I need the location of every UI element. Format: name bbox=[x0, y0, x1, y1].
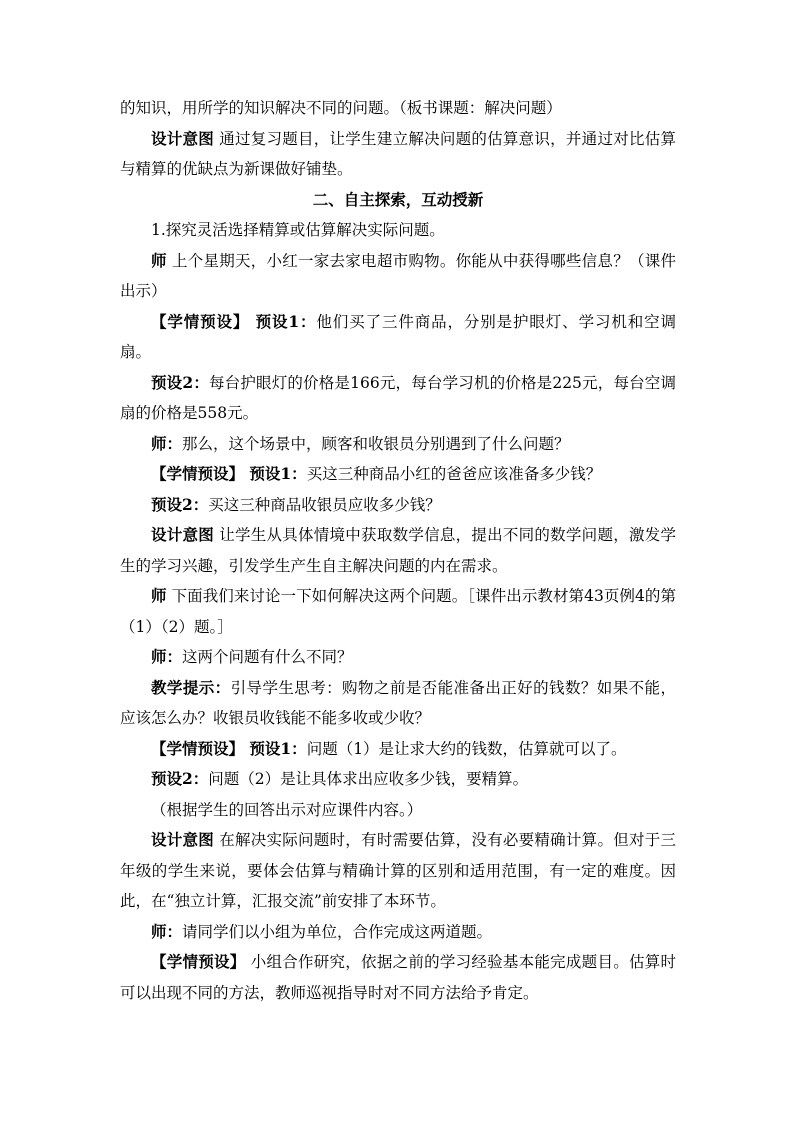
teacher-label: 师： bbox=[151, 433, 183, 453]
paragraph-preset-2b bbox=[120, 490, 676, 521]
paragraph-note bbox=[120, 795, 676, 826]
document-body bbox=[120, 93, 676, 1008]
paragraph-text: 每台护眼灯的价格是166元，每台学习机的价格是225元，每台空调扇的价格是558元。 bbox=[120, 373, 676, 422]
paragraph-teacher-5 bbox=[120, 917, 676, 948]
paragraph-preset-4 bbox=[120, 947, 676, 1008]
paragraph-design-intent-2 bbox=[120, 520, 676, 581]
design-intent-label: 设计意图 bbox=[151, 830, 215, 849]
paragraph-text: （根据学生的回答出示对应课件内容。） bbox=[151, 800, 423, 819]
section-heading bbox=[120, 185, 676, 216]
paragraph-text: 买这三种商品小红的爸爸应该准备多少钱？ bbox=[306, 465, 602, 483]
teacher-label: 师： bbox=[151, 921, 183, 941]
design-intent-label: 设计意图 bbox=[151, 128, 215, 148]
paragraph-topic-1 bbox=[120, 215, 676, 246]
paragraph-teaching-tip bbox=[120, 673, 676, 734]
teacher-label: 师： bbox=[151, 647, 183, 666]
teacher-label: 师 bbox=[151, 586, 167, 605]
paragraph-text: 下面我们来讨论一下如何解决这两个问题。［课件出示教材第43页例4的第（1）（2）题。］ bbox=[120, 587, 676, 636]
paragraph-preset-2a bbox=[120, 459, 676, 490]
preset-label: 【学情预设】 预设1： bbox=[151, 311, 317, 331]
paragraph-preset-3a bbox=[120, 734, 676, 765]
paragraph-teacher-2 bbox=[120, 429, 676, 460]
paragraph-preset-1b bbox=[120, 368, 676, 429]
paragraph-teacher-4 bbox=[120, 642, 676, 673]
design-intent-label: 设计意图 bbox=[151, 525, 215, 544]
paragraph-text: 那么，这个场景中，顾客和收银员分别遇到了什么问题？ bbox=[182, 434, 570, 453]
preset-label: 【学情预设】 预设1： bbox=[151, 464, 307, 483]
paragraph-text: 这两个问题有什么不同？ bbox=[182, 648, 353, 666]
paragraph-text: 买这三种商品收银员应收多少钱？ bbox=[208, 495, 441, 514]
paragraph-teacher-1 bbox=[120, 246, 676, 307]
paragraph-preset-1a bbox=[120, 307, 676, 368]
paragraph-text: 问题（1）是让求大约的钱数，估算就可以了。 bbox=[306, 739, 627, 758]
paragraph-text: 引导学生思考：购物之前是否能准备出正好的钱数？如果不能，应该怎么办？收银员收钱能不能多收或少收？ bbox=[120, 678, 676, 727]
paragraph-text: 的知识，用所学的知识解决不同的问题。（板书课题：解决问题） bbox=[120, 99, 562, 117]
paragraph-text: 在解决实际问题时，有时需要估算，没有必要精确计算。但对于三年级的学生来说，要体会估算与精确计算的区别和适用范围，有一定的难度。因此，在“独立计算，汇报交流”前安排了本环节。 bbox=[120, 831, 676, 910]
preset-label: 预设2： bbox=[151, 494, 209, 514]
paragraph-teacher-3 bbox=[120, 581, 676, 642]
paragraph-intro-continuation bbox=[120, 93, 676, 124]
paragraph-preset-3b bbox=[120, 764, 676, 795]
paragraph-text: 上个星期天，小红一家去家电超市购物。你能从中获得哪些信息？（课件出示） bbox=[120, 251, 676, 300]
paragraph-design-intent-3 bbox=[120, 825, 676, 917]
teacher-label: 师 bbox=[151, 250, 167, 270]
teaching-tip-label: 教学提示： bbox=[151, 677, 231, 697]
paragraph-text: 1.探究灵活选择精算或估算解决实际问题。 bbox=[151, 221, 445, 239]
paragraph-text: 问题（2）是让具体求出应收多少钱，要精算。 bbox=[208, 770, 529, 788]
section-heading-text: 二、自主探索，互动授新 bbox=[312, 189, 484, 209]
paragraph-design-intent-1 bbox=[120, 124, 676, 185]
paragraph-text: 请同学们以小组为单位，合作完成这两道题。 bbox=[182, 922, 493, 941]
paragraph-text: 让学生从具体情境中获取数学信息，提出不同的数学问题，激发学生的学习兴趣，引发学生产生自主解决问题的内在需求。 bbox=[120, 526, 676, 575]
paragraph-text: 小组合作研究，依据之前的学习经验基本能完成题目。估算时可以出现不同的方法，教师巡视指导时对不同方法给予肯定。 bbox=[120, 953, 676, 1002]
preset-label: 【学情预设】 预设1： bbox=[151, 738, 307, 758]
paragraph-text: 通过复习题目，让学生建立解决问题的估算意识，并通过对比估算与精算的优缺点为新课做好铺垫。 bbox=[120, 129, 676, 178]
paragraph-text: 他们买了三件商品，分别是护眼灯、学习机和空调扇。 bbox=[120, 312, 676, 361]
preset-label: 预设2： bbox=[151, 769, 209, 788]
preset-label: 【学情预设】 bbox=[151, 952, 246, 971]
preset-label: 预设2： bbox=[151, 372, 209, 392]
